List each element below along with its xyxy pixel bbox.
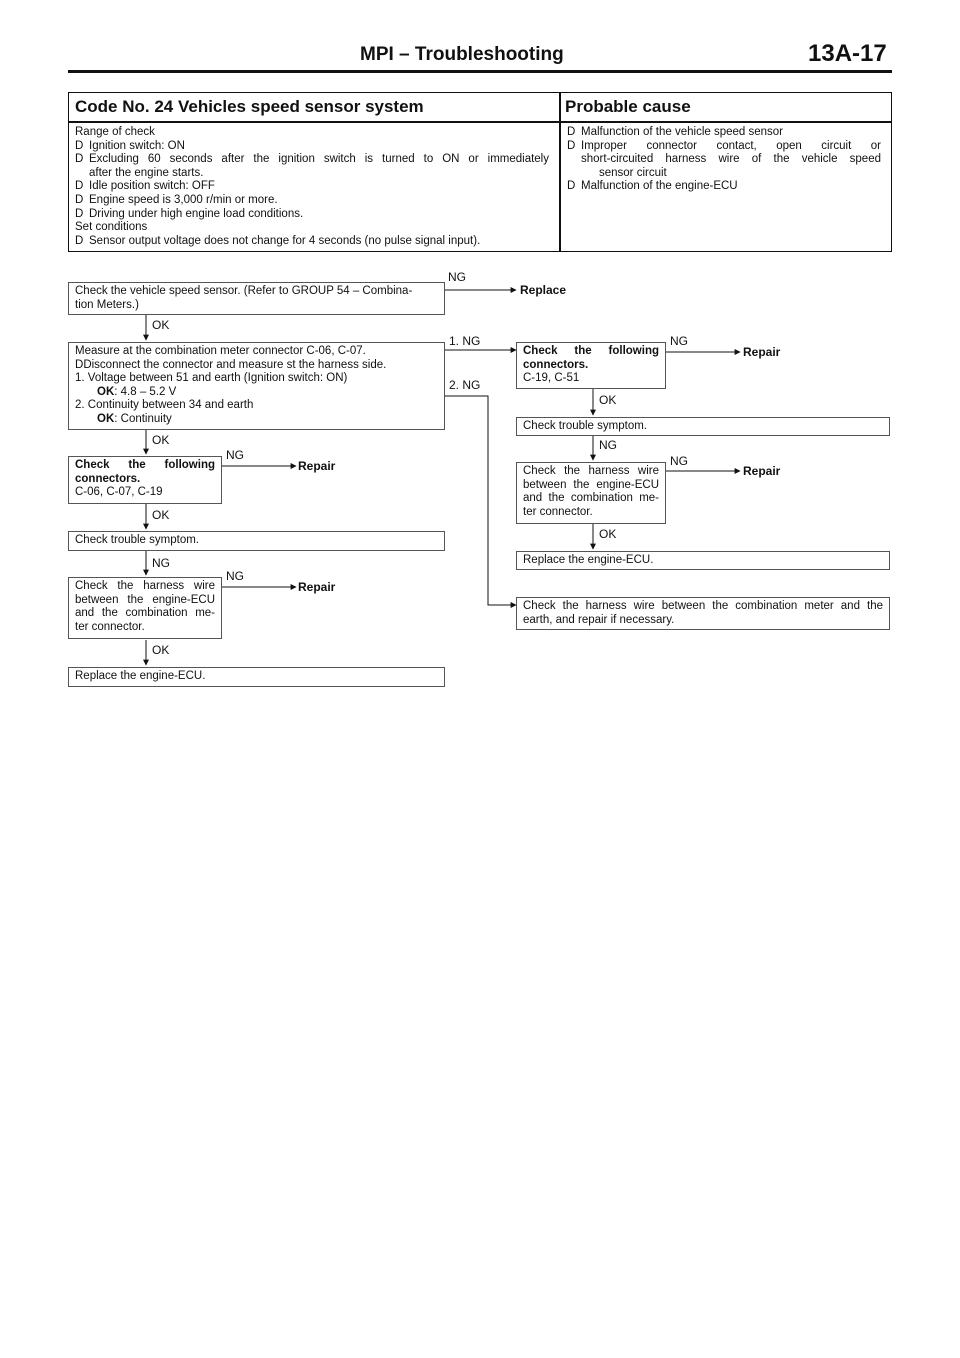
list-item: D Improper connector contact, open circuit or (567, 139, 881, 152)
table-title-cause: Probable cause (565, 97, 691, 116)
check-connectors-box-left: Check the following connectors. C-06, C-07, C-19 (68, 456, 222, 504)
bullet-icon: D (75, 234, 84, 247)
label-1-ng: 1. NG (449, 334, 481, 348)
label-ng: NG (670, 334, 688, 348)
check-trouble-symptom-right: Check trouble symptom. (516, 417, 890, 436)
measure-connector-box: Measure at the combination meter connector C-06, C-07. DDisconnect the connector and measure st the harness side. 1. Voltage between 51 and earth (Ignition switch: ON) OK: 4.8 – 5.2 V 2. Continuity between 34 and earth OK: Continuity (68, 342, 445, 430)
label-ng: NG (226, 448, 244, 462)
list-item: D Ignition switch: ON (75, 139, 185, 152)
bullet-icon: D (75, 207, 84, 220)
check-speed-sensor-box: Check the vehicle speed sensor. (Refer to GROUP 54 – Combina- tion Meters.) (68, 282, 445, 315)
action-replace: Replace (520, 283, 567, 297)
label-2-ng: 2. NG (449, 378, 481, 392)
list-item-continued: short-circuited harness wire of the vehicle speed (581, 153, 881, 166)
set-conditions-heading: Set conditions (75, 221, 148, 234)
action-repair: Repair (743, 464, 781, 478)
action-repair: Repair (743, 345, 781, 359)
range-of-check-heading: Range of check (75, 126, 155, 138)
check-harness-box-right: Check the harness wire between the engine-ECU and the combination me- ter connector. (516, 462, 666, 524)
bullet-icon: D (75, 358, 84, 371)
list-item-continued: after the engine starts. (89, 166, 204, 179)
list-item: D Sensor output voltage does not change for 4 seconds (no pulse signal input). (75, 234, 481, 247)
replace-ecu-box-left: Replace the engine-ECU. (68, 667, 445, 687)
check-trouble-symptom-left: Check trouble symptom. (68, 531, 445, 551)
label-ok: OK (599, 527, 617, 541)
label-ok: OK (152, 508, 170, 522)
list-item: D Excluding 60 seconds after the ignition switch is turned to ON or immediately (75, 153, 549, 166)
bullet-icon: D (75, 153, 84, 166)
label-ng: NG (670, 454, 688, 468)
list-item: D Idle position switch: OFF (75, 180, 215, 193)
list-item: D Malfunction of the vehicle speed sensor (567, 126, 784, 138)
action-repair: Repair (298, 580, 336, 594)
label-ng: NG (152, 556, 170, 570)
replace-ecu-box-right: Replace the engine-ECU. (516, 551, 890, 570)
bullet-icon: D (567, 180, 576, 193)
list-item: D Malfunction of the engine-ECU (567, 180, 738, 193)
arrow-ng2 (445, 396, 516, 605)
section-title: MPI – Troubleshooting (360, 44, 564, 65)
label-ok: OK (152, 318, 170, 332)
bullet-icon: D (567, 126, 576, 138)
bullet-icon: D (75, 193, 84, 206)
list-item: D Engine speed is 3,000 r/min or more. (75, 193, 278, 206)
check-harness-earth-box: Check the harness wire between the combination meter and the earth, and repair if necessary. (516, 597, 890, 630)
page-code: 13A-17 (808, 40, 887, 67)
action-repair: Repair (298, 459, 336, 473)
label-ok: OK (152, 643, 170, 657)
list-item: D Driving under high engine load conditions. (75, 207, 304, 220)
check-harness-box-left: Check the harness wire between the engine-ECU and the combination me- ter connector. (68, 577, 222, 639)
check-connectors-box-right: Check the following connectors. C-19, C-51 (516, 342, 666, 389)
table-title-code: Code No. 24 Vehicles speed sensor system (75, 97, 424, 116)
bullet-icon: D (75, 139, 84, 152)
list-item-continued: sensor circuit (599, 166, 667, 179)
bullet-icon: D (567, 139, 576, 152)
label-ok: OK (599, 393, 617, 407)
label-ok: OK (152, 433, 170, 447)
label-ng: NG (226, 569, 244, 583)
label-ng: NG (448, 270, 466, 284)
bullet-icon: D (75, 180, 84, 193)
label-ng: NG (599, 438, 617, 452)
